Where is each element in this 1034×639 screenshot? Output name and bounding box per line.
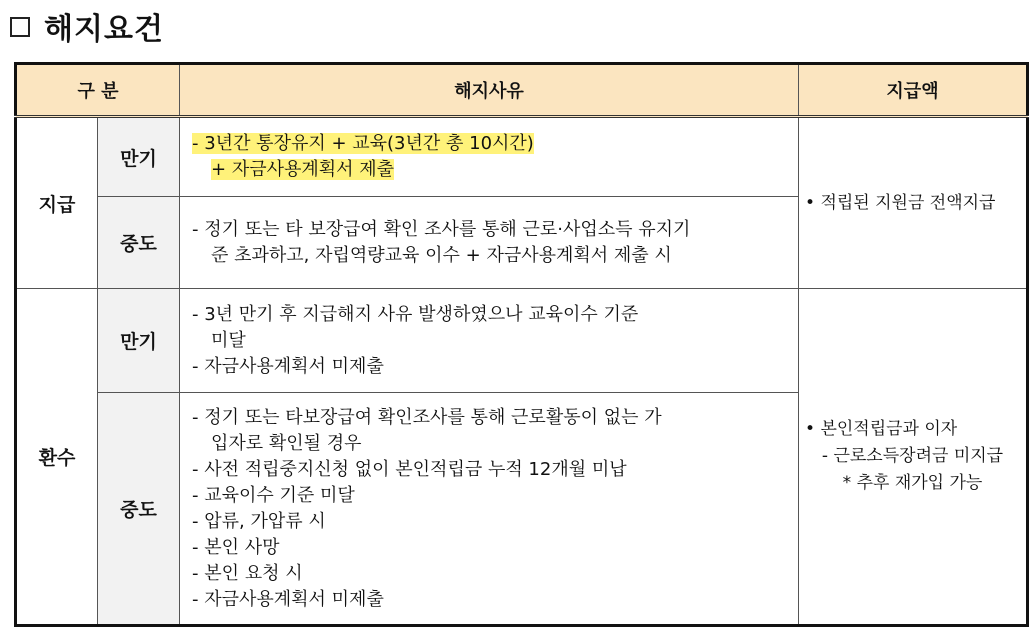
category-payment: 지급 [16, 117, 98, 289]
page-title-text: 해지요건 [44, 12, 164, 47]
amount-refund-line: - 근로소득장려금 미지급 [821, 446, 1004, 466]
table-header-row [16, 64, 1028, 117]
category-refund: 환수 [16, 289, 98, 626]
reason-payment-maturity [180, 117, 799, 197]
reason-refund-maturity: - 3년 만기 후 지급해지 사유 발생하였으나 교육이수 기준 미달 - 자금사용계획서 미제출 [180, 289, 799, 393]
header-amount: 지급액 [799, 64, 1028, 117]
termination-requirements-table [14, 62, 1029, 627]
page-title [10, 4, 164, 48]
checkbox-square-icon [10, 17, 30, 37]
highlighted-text: - 3년간 통장유지 + 교육(3년간 총 10시간) [192, 133, 534, 154]
reason-payment-midterm: - 정기 또는 타 보장급여 확인 조사를 통해 근로·사업소득 유지기 준 초과하고, 자립역량교육 이수 + 자금사용계획서 제출 시 [180, 197, 799, 289]
reason-refund-midterm: - 정기 또는 타보장급여 확인조사를 통해 근로활동이 없는 가 입자로 확인될 경우 - 사전 적립중지신청 없이 본인적립금 누적 12개월 미납 - 교육이수 기준 미달 - 압류, 가압류 시 - 본인 사망 - 본인 요청 시 - 자금사용계획서 미제출 [180, 393, 799, 626]
table-row [16, 117, 1028, 197]
amount-refund-line: • 본인적립금과 이자 [805, 419, 958, 439]
subcategory-payment-maturity: 만기 [98, 117, 180, 197]
amount-refund [799, 289, 1028, 626]
subcategory-refund-midterm: 중도 [98, 393, 180, 626]
header-reason: 해지사유 [180, 64, 799, 117]
amount-payment-text: • 적립된 지원금 전액지급 [805, 192, 996, 213]
highlighted-text: + 자금사용계획서 제출 [211, 159, 395, 180]
amount-refund-note: * 추후 재가입 가능 [842, 473, 983, 493]
amount-payment [799, 117, 1028, 289]
subcategory-refund-maturity: 만기 [98, 289, 180, 393]
header-category: 구 분 [16, 64, 180, 117]
subcategory-payment-midterm: 중도 [98, 197, 180, 289]
table-row [16, 289, 1028, 393]
